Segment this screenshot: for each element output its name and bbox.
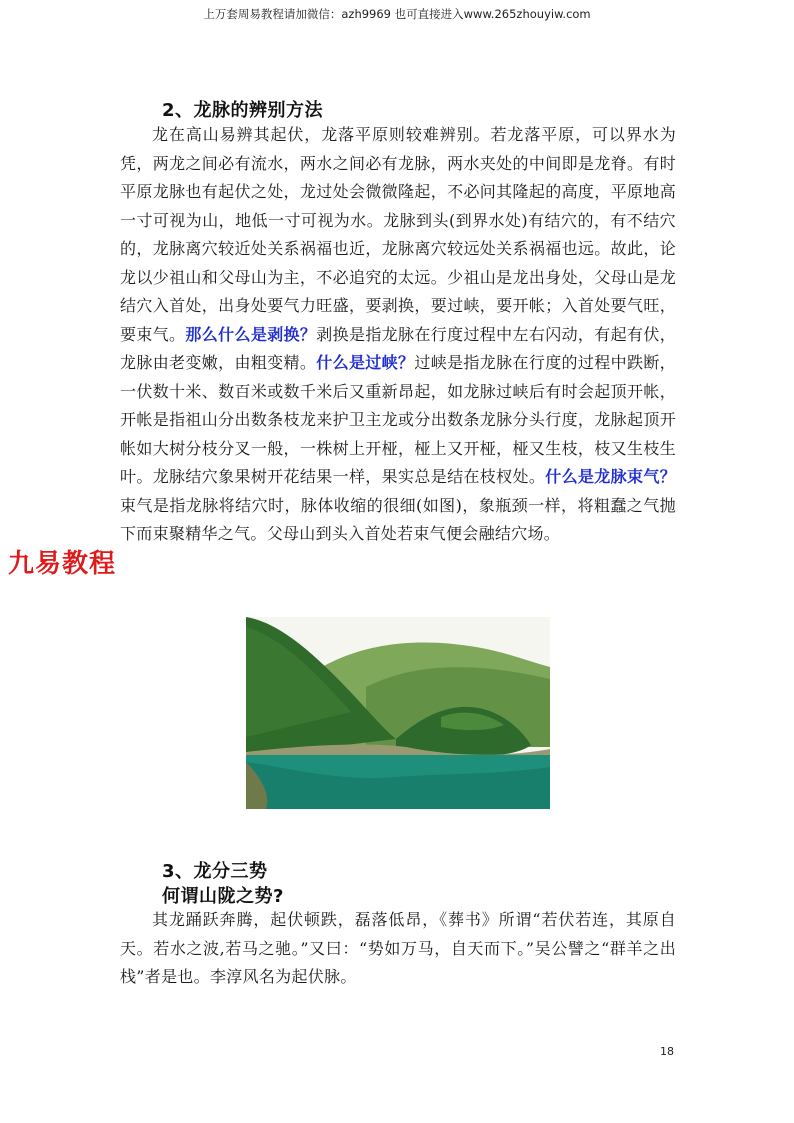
watermark-logo: 九易教程 — [8, 549, 117, 579]
section-2-text-1: 龙在高山易辨其起伏，龙落平原则较难辨别。若龙落平原，可以界水为凭，两龙之间必有流水，两水之间必有龙脉，两水夹处的中间即是龙脊。有时平原龙脉也有起伏之处，龙过处会微微隆起，不必问其隆起的高度，平原地高一寸可视为山，地低一寸可视为水。龙脉到头(到界水处)有结穴的，有不结穴的，龙脉离穴较近处关系祸福也近，龙脉离穴较远处关系祸福也远。故此，论龙以少祖山和父母山为主，不必追究的太远。少祖山是龙出身处，父母山是龙结穴入首处，出身处要气力旺盛，要剥换，要过峡，要开帐；入首处要气旺，要束气。 — [120, 125, 676, 344]
question-guo-xia: 什么是过峡？ — [316, 353, 415, 372]
page-number: 18 — [660, 1045, 674, 1058]
section-2-text-3: 过峡是指龙脉在行度的过程中跌断，一伏数十米、数百米或数千米后又重新昂起，如龙脉过峡后有时会起顶开帐，开帐是指祖山分出数条枝龙来护卫主龙或分出数条龙脉分头行度，龙脉起顶开帐如大树分枝分叉一般，一株树上开桠，桠上又开桠，桠又生枝，枝又生枝生叶。龙脉结穴象果树开花结果一样，果实总是结在枝杈处。 — [120, 353, 676, 486]
section-3-paragraph: 其龙踊跃奔腾，起伏顿跌，磊落低昂，《葬书》所谓“若伏若连，其原自天。若水之波,若马之驰。”又曰：“势如万马，自天而下。”吴公譬之“群羊之出栈”者是也。李淳风名为起伏脉。 — [120, 910, 676, 986]
section-3-subtitle: 何谓山陇之势? — [162, 886, 284, 907]
section-2-paragraph — [120, 121, 676, 549]
question-shu-qi: 什么是龙脉束气？ — [545, 467, 676, 486]
section-2-text-4: 束气是指龙脉将结穴时，脉体收缩的很细(如图)，象瓶颈一样，将粗蠢之气抛下而束聚精华之气。父母山到头入首处若束气便会融结穴场。 — [120, 495, 676, 543]
section-2-title: 2、龙脉的辨别方法 — [162, 100, 324, 121]
header-note: 上万套周易教程请加微信：azh9969 也可直接进入www.265zhouyiw.com — [203, 7, 591, 21]
question-bo-huan: 那么什么是剥换？ — [185, 324, 317, 344]
mountain-lake-photo — [246, 617, 550, 809]
section-2-text-2: 剥换是指龙脉在行度过程中左右闪动，有起有伏，龙脉由老变嫩，由粗变精。 — [120, 324, 676, 372]
section-3-title: 3、龙分三势 — [162, 861, 268, 882]
